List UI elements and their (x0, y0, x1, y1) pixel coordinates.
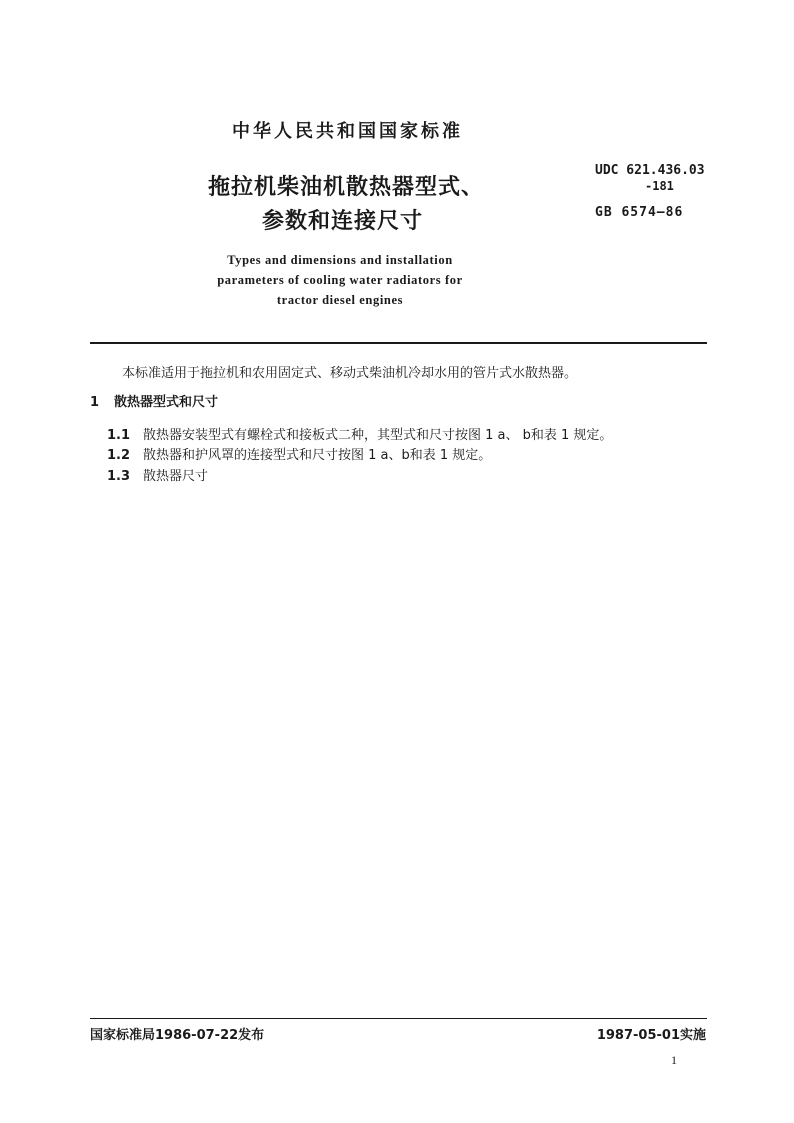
subsection-item (107, 424, 612, 443)
section-heading (90, 391, 218, 410)
subsection-number: 1.3 (107, 469, 131, 484)
header-divider (90, 342, 707, 344)
english-title-line1: Types and dimensions and installation (227, 253, 453, 267)
udc-code: UDC 621.436.03 (595, 163, 705, 178)
english-title-line3: tractor diesel engines (276, 293, 404, 307)
footer-divider (90, 1018, 707, 1019)
subsection-number: 1.1 (107, 428, 131, 443)
english-title-line2: parameters of cooling water radiators for (217, 273, 463, 287)
section-number: 1 (90, 395, 100, 410)
section-title: 散热器型式和尺寸 (114, 395, 219, 410)
subsection-number: 1.2 (107, 448, 131, 463)
scope-paragraph: 本标准适用于拖拉机和农用固定式、移动式柴油机冷却水用的管片式水散热器。 (122, 366, 578, 381)
document-title-line1: 拖拉机柴油机散热器型式、 (208, 175, 485, 200)
subsection-item (107, 444, 491, 463)
national-standard-heading: 中华人民共和国国家标准 (232, 121, 463, 142)
subsection-text: 散热器和护风罩的连接型式和尺寸按图 1 a、b和表 1 规定。 (143, 448, 492, 463)
udc-code-suffix: -181 (645, 179, 674, 193)
gb-standard-number: GB 6574—86 (595, 205, 684, 220)
subsection-text: 散热器安装型式有螺栓式和接板式二种，其型式和尺寸按图 1 a、 b和表 1 规定。 (143, 428, 613, 443)
issue-date: 国家标准局1986-07-22发布 (90, 1028, 265, 1043)
document-title-line2: 参数和连接尺寸 (262, 209, 424, 234)
page-number: 1 (671, 1053, 677, 1067)
subsection-item (107, 465, 208, 484)
subsection-text: 散热器尺寸 (143, 469, 209, 484)
effective-date: 1987-05-01实施 (596, 1028, 706, 1043)
english-title (190, 250, 490, 310)
